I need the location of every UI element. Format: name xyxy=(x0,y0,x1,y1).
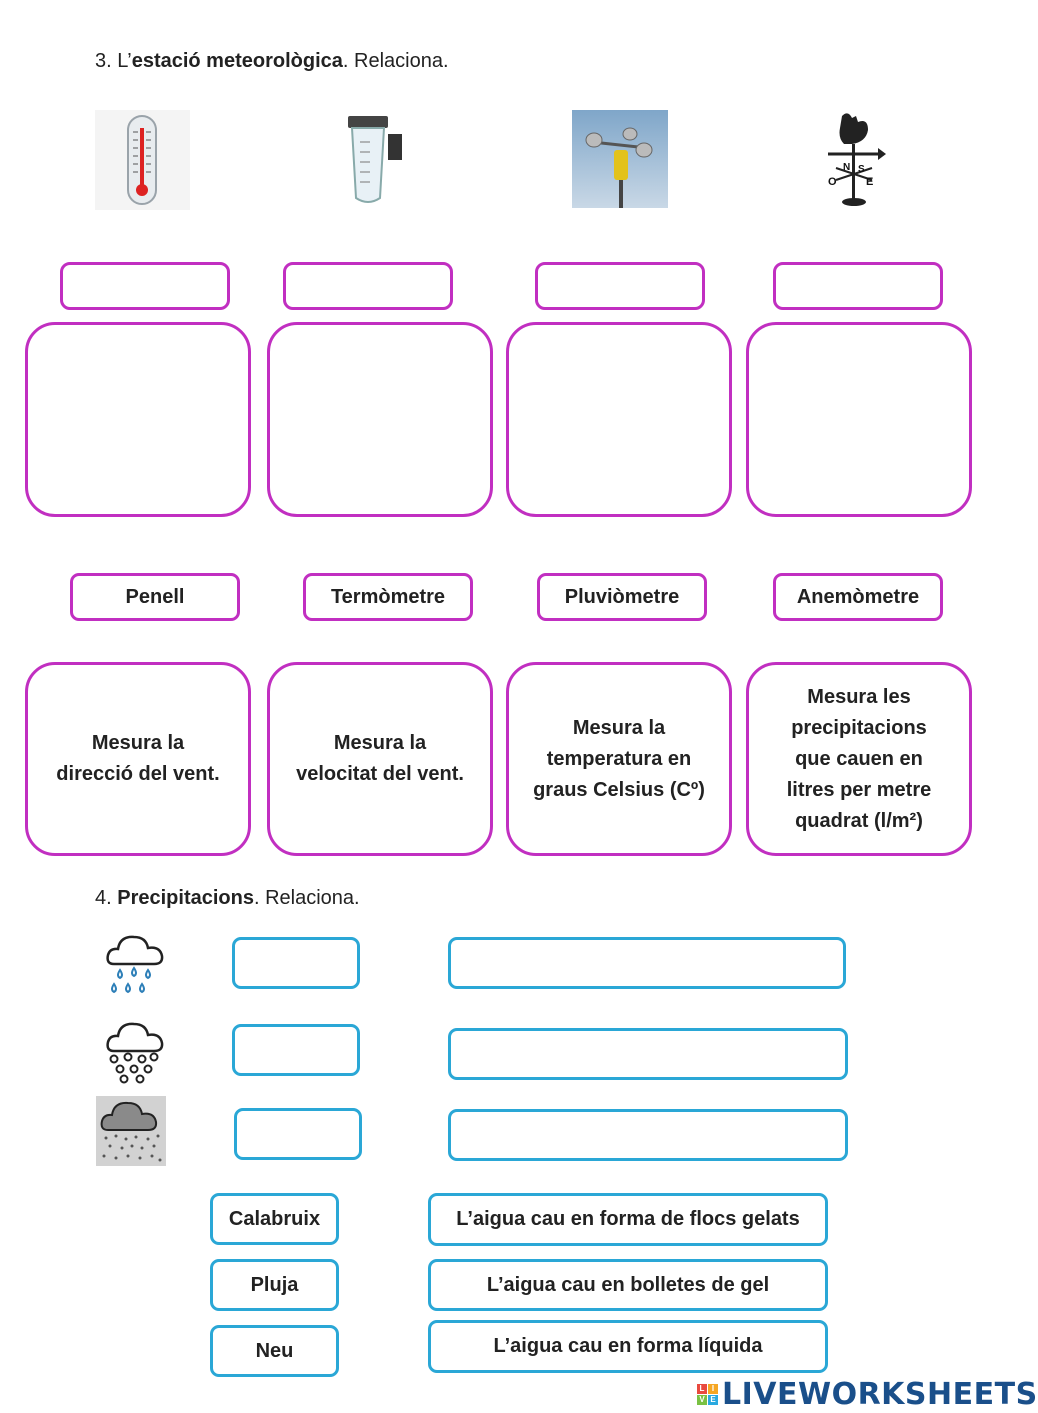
precip-label-drop-box-2[interactable] xyxy=(232,1024,360,1076)
precip-desc-drop-box-2[interactable] xyxy=(448,1028,848,1080)
vane-letter-e: E xyxy=(866,176,874,188)
thermometer-icon xyxy=(95,110,190,210)
option-penell[interactable]: Penell xyxy=(70,573,240,621)
option-pluja[interactable]: Pluja xyxy=(210,1259,339,1311)
section4-title-bold: Precipitacions xyxy=(117,887,254,909)
section3-title-bold: estació meteorològica xyxy=(131,50,343,72)
precip-desc-drop-box-1[interactable] xyxy=(448,937,846,989)
liveworksheets-logo xyxy=(697,1377,1038,1411)
description-drop-box-1[interactable] xyxy=(25,322,251,517)
label-drop-box-1[interactable] xyxy=(60,262,230,310)
option-anemometre[interactable]: Anemòmetre xyxy=(773,573,943,621)
section3-title-rest: . Relaciona. xyxy=(342,50,449,72)
description-drop-box-4[interactable] xyxy=(746,322,972,517)
brand-text: LIVEWORKSHEETS xyxy=(722,1376,1038,1412)
option-pluviometre[interactable]: Pluviòmetre xyxy=(537,573,707,621)
vane-letter-s: S xyxy=(858,164,865,175)
vane-letter-n: N xyxy=(843,162,851,173)
option-desc-flocs-gelats[interactable]: L’aigua cau en forma de flocs gelats xyxy=(428,1193,828,1246)
option-desc-temperatura[interactable]: Mesura la temperatura en graus Celsius (Cº) xyxy=(506,662,732,856)
label-drop-box-3[interactable] xyxy=(535,262,705,310)
section4-heading xyxy=(95,887,360,910)
precip-label-drop-box-3[interactable] xyxy=(234,1108,362,1160)
rain-cloud-icon xyxy=(100,928,170,998)
section4-number: 4. xyxy=(95,887,118,909)
option-desc-precipitacions[interactable]: Mesura les precipitacions que cauen en litres per metre quadrat (l/m²) xyxy=(746,662,972,856)
vane-letter-o: O xyxy=(828,176,837,188)
weather-vane-icon xyxy=(822,108,886,208)
option-desc-direccio-vent[interactable]: Mesura la direcció del vent. xyxy=(25,662,251,856)
option-desc-velocitat-vent[interactable]: Mesura la velocitat del vent. xyxy=(267,662,493,856)
option-neu[interactable]: Neu xyxy=(210,1325,339,1377)
description-drop-box-3[interactable] xyxy=(506,322,732,517)
label-drop-box-2[interactable] xyxy=(283,262,453,310)
label-drop-box-4[interactable] xyxy=(773,262,943,310)
hail-cloud-icon xyxy=(100,1015,170,1085)
description-drop-box-2[interactable] xyxy=(267,322,493,517)
logo-squares-icon: L I V E xyxy=(697,1384,718,1405)
precip-label-drop-box-1[interactable] xyxy=(232,937,360,989)
snow-cloud-icon xyxy=(96,1096,166,1166)
section4-title-rest: . Relaciona. xyxy=(253,887,360,909)
option-desc-bolletes-gel[interactable]: L’aigua cau en bolletes de gel xyxy=(428,1259,828,1311)
option-desc-forma-liquida[interactable]: L’aigua cau en forma líquida xyxy=(428,1320,828,1373)
rain-gauge-icon xyxy=(340,112,410,208)
precip-desc-drop-box-3[interactable] xyxy=(448,1109,848,1161)
anemometer-icon xyxy=(572,110,668,208)
section3-heading xyxy=(95,50,449,73)
option-calabruix[interactable]: Calabruix xyxy=(210,1193,339,1245)
section3-number: 3. L’ xyxy=(95,50,132,72)
option-termometre[interactable]: Termòmetre xyxy=(303,573,473,621)
